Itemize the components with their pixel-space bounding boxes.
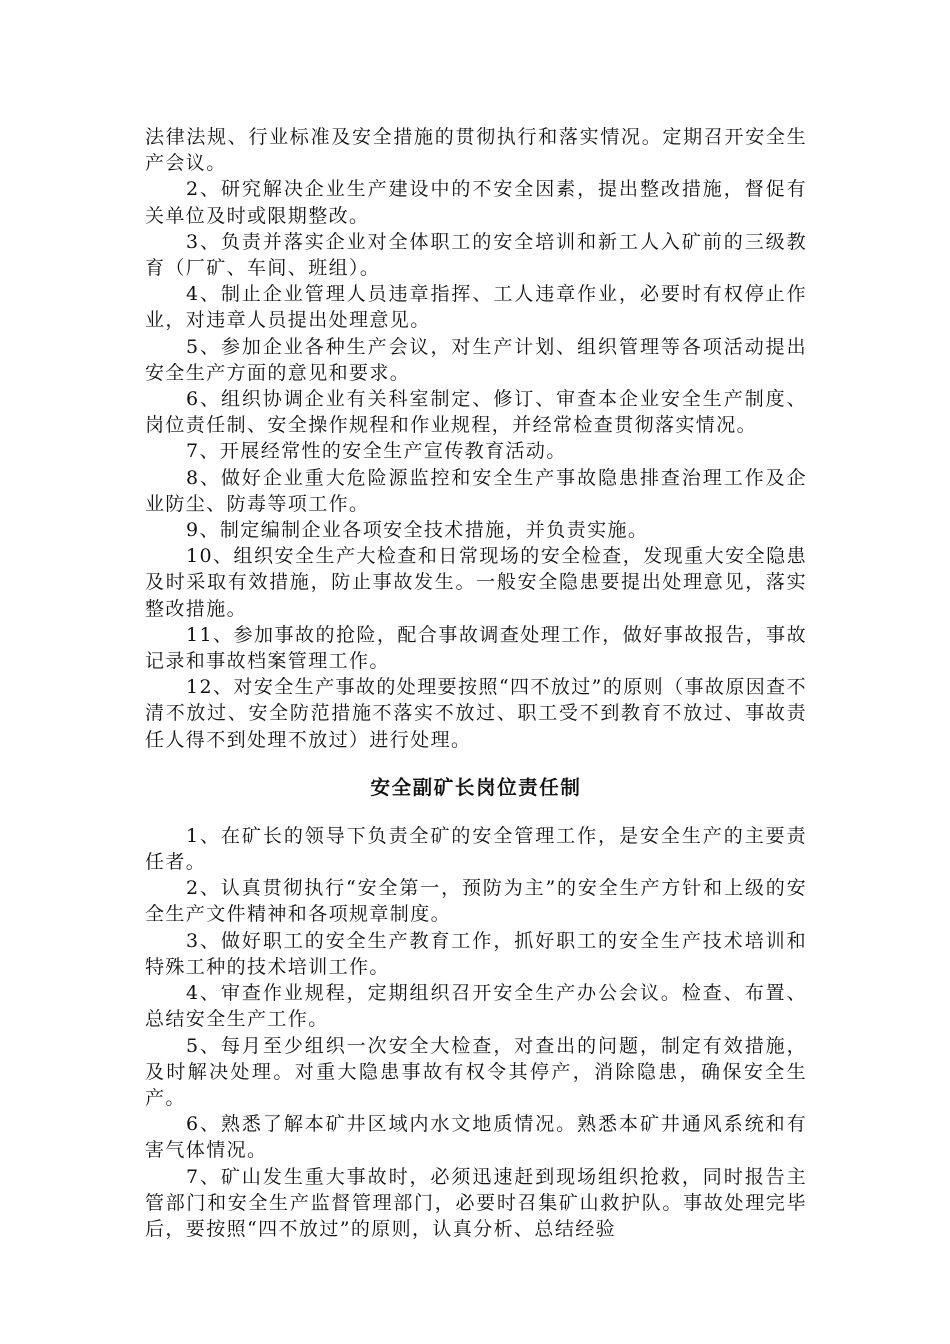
- duty-item-8: 8、做好企业重大危险源监控和安全生产事故隐患排查治理工作及企业防尘、防毒等项工作。: [145, 466, 807, 515]
- duty-item-5: 5、参加企业各种生产会议，对生产计划、组织管理等各项活动提出安全生产方面的意见和要求。: [145, 335, 807, 384]
- duty-item-12: 12、对安全生产事故的处理要按照“四不放过”的原则（事故原因查不清不放过、安全防范措施不落实不放过、职工受不到教育不放过、事故责任人得不到处理不放过）进行处理。: [145, 676, 807, 751]
- duty-item-4: 4、审查作业规程，定期组织召开安全生产办公会议。检查、布置、总结安全生产工作。: [145, 982, 807, 1031]
- section-heading: 安全副矿长岗位责任制: [370, 775, 582, 799]
- duty-item-6: 6、熟悉了解本矿井区域内水文地质情况。熟悉本矿井通风系统和有害气体情况。: [145, 1113, 807, 1162]
- duty-item-6: 6、组织协调企业有关科室制定、修订、审查本企业安全生产制度、岗位责任制、安全操作规程和作业规程，并经常检查贯彻落实情况。: [145, 388, 807, 437]
- duty-item-7: 7、矿山发生重大事故时，必须迅速赶到现场组织抢救，同时报告主管部门和安全生产监督管理部门，必要时召集矿山救护队。事故处理完毕后，要按照“四不放过”的原则，认真分析、总结经验: [145, 1165, 807, 1240]
- duty-item-2: 2、认真贯彻执行“安全第一，预防为主”的安全生产方针和上级的安全生产文件精神和各项规章制度。: [145, 877, 807, 926]
- duty-item-1: 1、在矿长的领导下负责全矿的安全管理工作，是安全生产的主要责任者。: [145, 824, 807, 874]
- duty-item-3: 3、做好职工的安全生产教育工作，抓好职工的安全生产技术培训和特殊工种的技术培训工作。: [145, 929, 807, 978]
- section-safety-department-duties: [145, 124, 807, 753]
- duty-item-11: 11、参加事故的抢险，配合事故调查处理工作，做好事故报告，事故记录和事故档案管理工作。: [145, 623, 807, 673]
- duty-item-10: 10、组织安全生产大检查和日常现场的安全检查，发现重大安全隐患及时采取有效措施，防止事故发生。一般安全隐患要提出处理意见，落实整改措施。: [145, 545, 807, 620]
- document-body: [145, 124, 807, 1242]
- duty-item-3: 3、负责并落实企业对全体职工的安全培训和新工人入矿前的三级教育（厂矿、车间、班组）。: [145, 230, 807, 280]
- duty-item-7: 7、开展经常性的安全生产宣传教育活动。: [186, 440, 567, 463]
- duty-item-5: 5、每月至少组织一次安全大检查，对查出的问题，制定有效措施，及时解决处理。对重大隐患事故有权令其停产，消除隐患，确保安全生产。: [145, 1034, 807, 1109]
- section-deputy-mine-manager-duties: [145, 823, 807, 1242]
- continuation-paragraph: 法律法规、行业标准及安全措施的贯彻执行和落实情况。定期召开安全生产会议。: [145, 126, 807, 175]
- duty-item-2: 2、研究解决企业生产建设中的不安全因素，提出整改措施，督促有关单位及时或限期整改。: [145, 178, 807, 227]
- duty-item-4: 4、制止企业管理人员违章指挥、工人违章作业，必要时有权停止作业，对违章人员提出处理意见。: [145, 283, 807, 332]
- duty-item-9: 9、制定编制企业各项安全技术措施，并负责实施。: [186, 519, 649, 542]
